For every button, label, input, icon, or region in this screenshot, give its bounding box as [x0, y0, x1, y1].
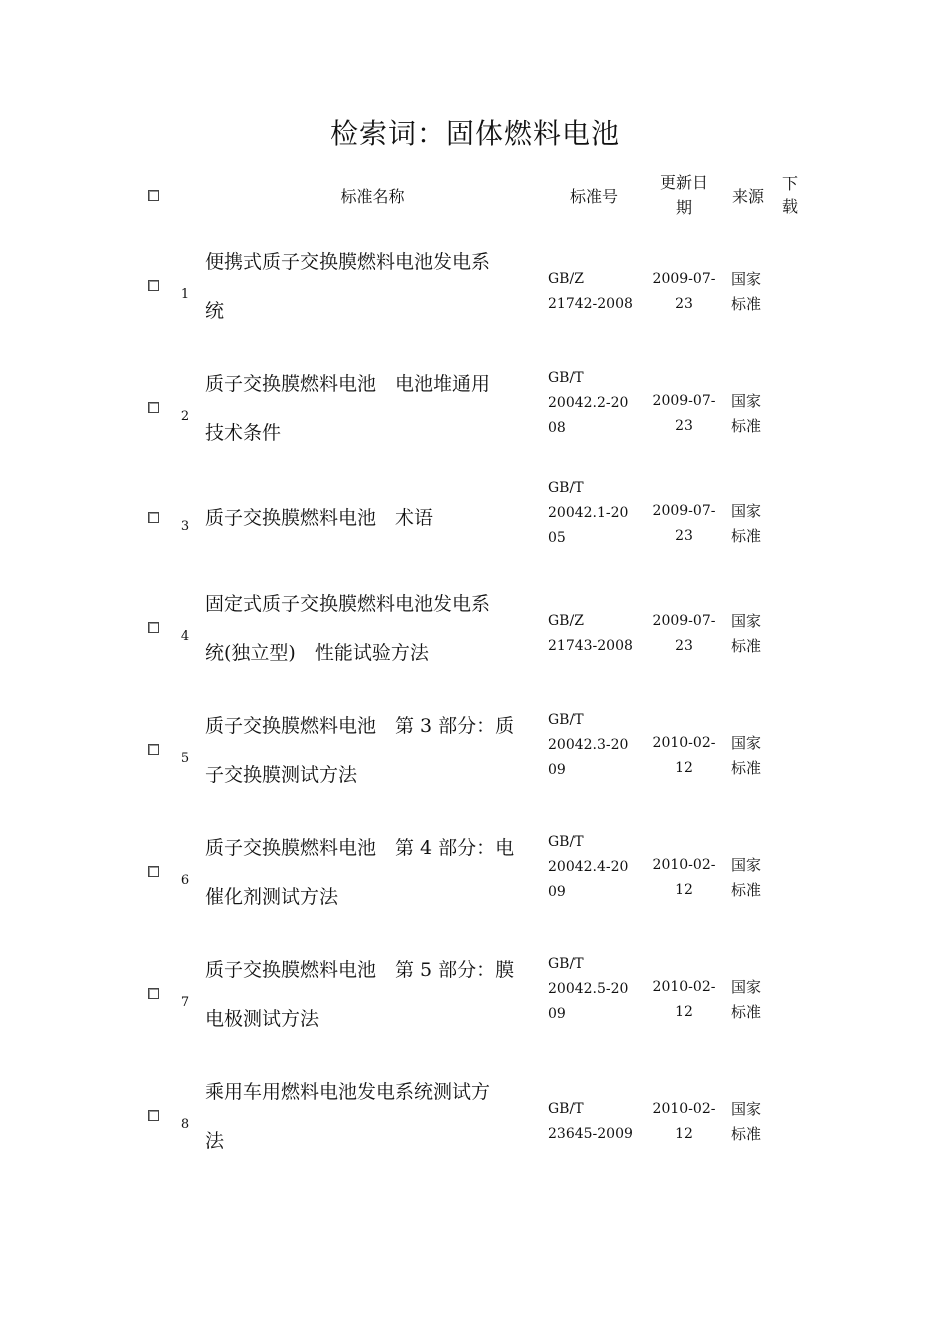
row-date-line: 12: [675, 1126, 693, 1142]
table-row: [0, 1072, 950, 1182]
row-code-line: 09: [548, 884, 566, 900]
row-source-line: 国家: [731, 502, 762, 520]
row-code: [548, 609, 640, 659]
row-source: [731, 1097, 765, 1147]
header-download-line1: 下: [781, 174, 798, 193]
row-date: [648, 1097, 720, 1147]
row-code: [548, 1097, 640, 1147]
row-index: 6: [180, 873, 190, 888]
row-name-line2: 技术条件: [205, 422, 282, 444]
row-date: [648, 853, 720, 903]
row-source-line: 标准: [731, 527, 762, 545]
row-date-line: 23: [675, 528, 693, 544]
row-name[interactable]: [205, 1068, 545, 1166]
row-source-line: 标准: [731, 417, 762, 435]
header-download: [779, 172, 801, 218]
row-name-line2: 催化剂测试方法: [205, 886, 339, 908]
row-date-line: 23: [675, 418, 693, 434]
row-index: 3: [180, 519, 190, 534]
row-code-line: GB/Z: [548, 271, 584, 287]
row-checkbox[interactable]: [148, 744, 159, 755]
row-code-line: GB/T: [548, 834, 584, 850]
row-date: [648, 389, 720, 439]
row-source-line: 国家: [731, 392, 762, 410]
row-date: [648, 731, 720, 781]
row-name[interactable]: [205, 580, 545, 678]
row-date: [648, 609, 720, 659]
table-row: [0, 364, 950, 474]
header-name: 标准名称: [340, 187, 405, 206]
row-source-line: 标准: [731, 1003, 762, 1021]
header-date-line1: 更新日: [659, 173, 708, 192]
row-checkbox[interactable]: [148, 280, 159, 291]
table-row: [0, 584, 950, 694]
row-index: 2: [180, 409, 190, 424]
header-date-line2: 期: [675, 198, 692, 217]
row-code-line: 08: [548, 420, 566, 436]
row-name[interactable]: [205, 702, 545, 800]
row-name-line1: 便携式质子交换膜燃料电池发电系: [205, 251, 491, 273]
row-date-line: 12: [675, 882, 693, 898]
row-checkbox[interactable]: [148, 512, 159, 523]
row-code-line: GB/T: [548, 370, 584, 386]
row-code: [548, 476, 640, 551]
row-date-line: 12: [675, 1004, 693, 1020]
row-code: [548, 708, 640, 783]
row-checkbox[interactable]: [148, 988, 159, 999]
row-date-line: 2010-02-: [652, 857, 716, 873]
header-code: 标准号: [569, 187, 618, 206]
row-code: [548, 366, 640, 441]
table-row: [0, 474, 950, 584]
row-source-line: 国家: [731, 978, 762, 996]
row-checkbox[interactable]: [148, 402, 159, 413]
table-row: [0, 828, 950, 938]
row-index: 8: [180, 1117, 190, 1132]
row-name-line2: 统(独立型) 性能试验方法: [205, 642, 429, 664]
row-code-line: GB/T: [548, 712, 584, 728]
row-name[interactable]: [205, 238, 545, 336]
row-source: [731, 267, 765, 317]
table-header: [0, 170, 950, 226]
header-source: 来源: [731, 187, 764, 206]
row-name-line2: 子交换膜测试方法: [205, 764, 358, 786]
row-date: [648, 499, 720, 549]
row-source: [731, 609, 765, 659]
table-row: [0, 950, 950, 1060]
row-date-line: 2009-07-: [652, 393, 716, 409]
row-index: 1: [180, 287, 190, 302]
row-source-line: 标准: [731, 295, 762, 313]
select-all-checkbox[interactable]: [148, 190, 159, 201]
row-date-line: 2009-07-: [652, 503, 716, 519]
row-source-line: 标准: [731, 637, 762, 655]
row-index: 4: [180, 629, 190, 644]
row-code: [548, 830, 640, 905]
row-date-line: 23: [675, 638, 693, 654]
row-code-line: 21742-2008: [548, 296, 633, 312]
row-date-line: 12: [675, 760, 693, 776]
row-name-line1: 质子交换膜燃料电池 电池堆通用: [205, 373, 491, 395]
row-checkbox[interactable]: [148, 1110, 159, 1121]
row-date-line: 23: [675, 296, 693, 312]
row-name-line2: 法: [205, 1130, 225, 1152]
row-checkbox[interactable]: [148, 622, 159, 633]
row-code-line: 09: [548, 762, 566, 778]
table-row: [0, 706, 950, 816]
row-name-line2: 电极测试方法: [205, 1008, 320, 1030]
row-code-line: 21743-2008: [548, 638, 633, 654]
row-code-line: GB/T: [548, 480, 584, 496]
row-name-line1: 质子交换膜燃料电池 第 3 部分：质: [205, 715, 515, 737]
row-code-line: GB/T: [548, 956, 584, 972]
row-code-line: GB/Z: [548, 613, 584, 629]
row-date: [648, 975, 720, 1025]
table-row: [0, 242, 950, 352]
row-name[interactable]: [205, 824, 545, 922]
row-source-line: 标准: [731, 1125, 762, 1143]
row-name-line1: 质子交换膜燃料电池 第 5 部分：膜: [205, 959, 515, 981]
row-date: [648, 267, 720, 317]
row-name-line1: 固定式质子交换膜燃料电池发电系: [205, 593, 491, 615]
header-date: [645, 170, 723, 220]
row-source-line: 国家: [731, 612, 762, 630]
row-source-line: 国家: [731, 270, 762, 288]
row-source: [731, 975, 765, 1025]
row-index: 7: [180, 995, 190, 1010]
row-code: [548, 952, 640, 1027]
row-date-line: 2009-07-: [652, 271, 716, 287]
row-date-line: 2010-02-: [652, 1101, 716, 1117]
row-source: [731, 389, 765, 439]
row-code-line: 05: [548, 530, 566, 546]
row-code-line: 09: [548, 1006, 566, 1022]
page-title: 检索词：固体燃料电池: [329, 117, 620, 150]
row-name-line1: 质子交换膜燃料电池 术语: [205, 507, 434, 529]
row-source-line: 国家: [731, 1100, 762, 1118]
row-code-line: 20042.2-20: [548, 395, 629, 411]
row-name-line2: 统: [205, 300, 225, 322]
row-code-line: 20042.1-20: [548, 505, 629, 521]
row-date-line: 2009-07-: [652, 613, 716, 629]
row-source: [731, 499, 765, 549]
row-source-line: 标准: [731, 759, 762, 777]
row-index: 5: [180, 751, 190, 766]
row-date-line: 2010-02-: [652, 735, 716, 751]
row-name[interactable]: [205, 360, 545, 458]
row-source-line: 国家: [731, 734, 762, 752]
row-source-line: 标准: [731, 881, 762, 899]
row-name[interactable]: [205, 946, 545, 1044]
row-code-line: 23645-2009: [548, 1126, 633, 1142]
row-code-line: 20042.3-20: [548, 737, 629, 753]
row-code-line: 20042.5-20: [548, 981, 629, 997]
row-code-line: GB/T: [548, 1101, 584, 1117]
header-download-line2: 载: [781, 197, 798, 216]
row-name[interactable]: [205, 494, 545, 543]
row-source: [731, 853, 765, 903]
row-name-line1: 乘用车用燃料电池发电系统测试方: [205, 1081, 491, 1103]
row-source: [731, 731, 765, 781]
row-source-line: 国家: [731, 856, 762, 874]
row-date-line: 2010-02-: [652, 979, 716, 995]
row-checkbox[interactable]: [148, 866, 159, 877]
row-name-line1: 质子交换膜燃料电池 第 4 部分：电: [205, 837, 515, 859]
row-code: [548, 267, 640, 317]
row-code-line: 20042.4-20: [548, 859, 629, 875]
